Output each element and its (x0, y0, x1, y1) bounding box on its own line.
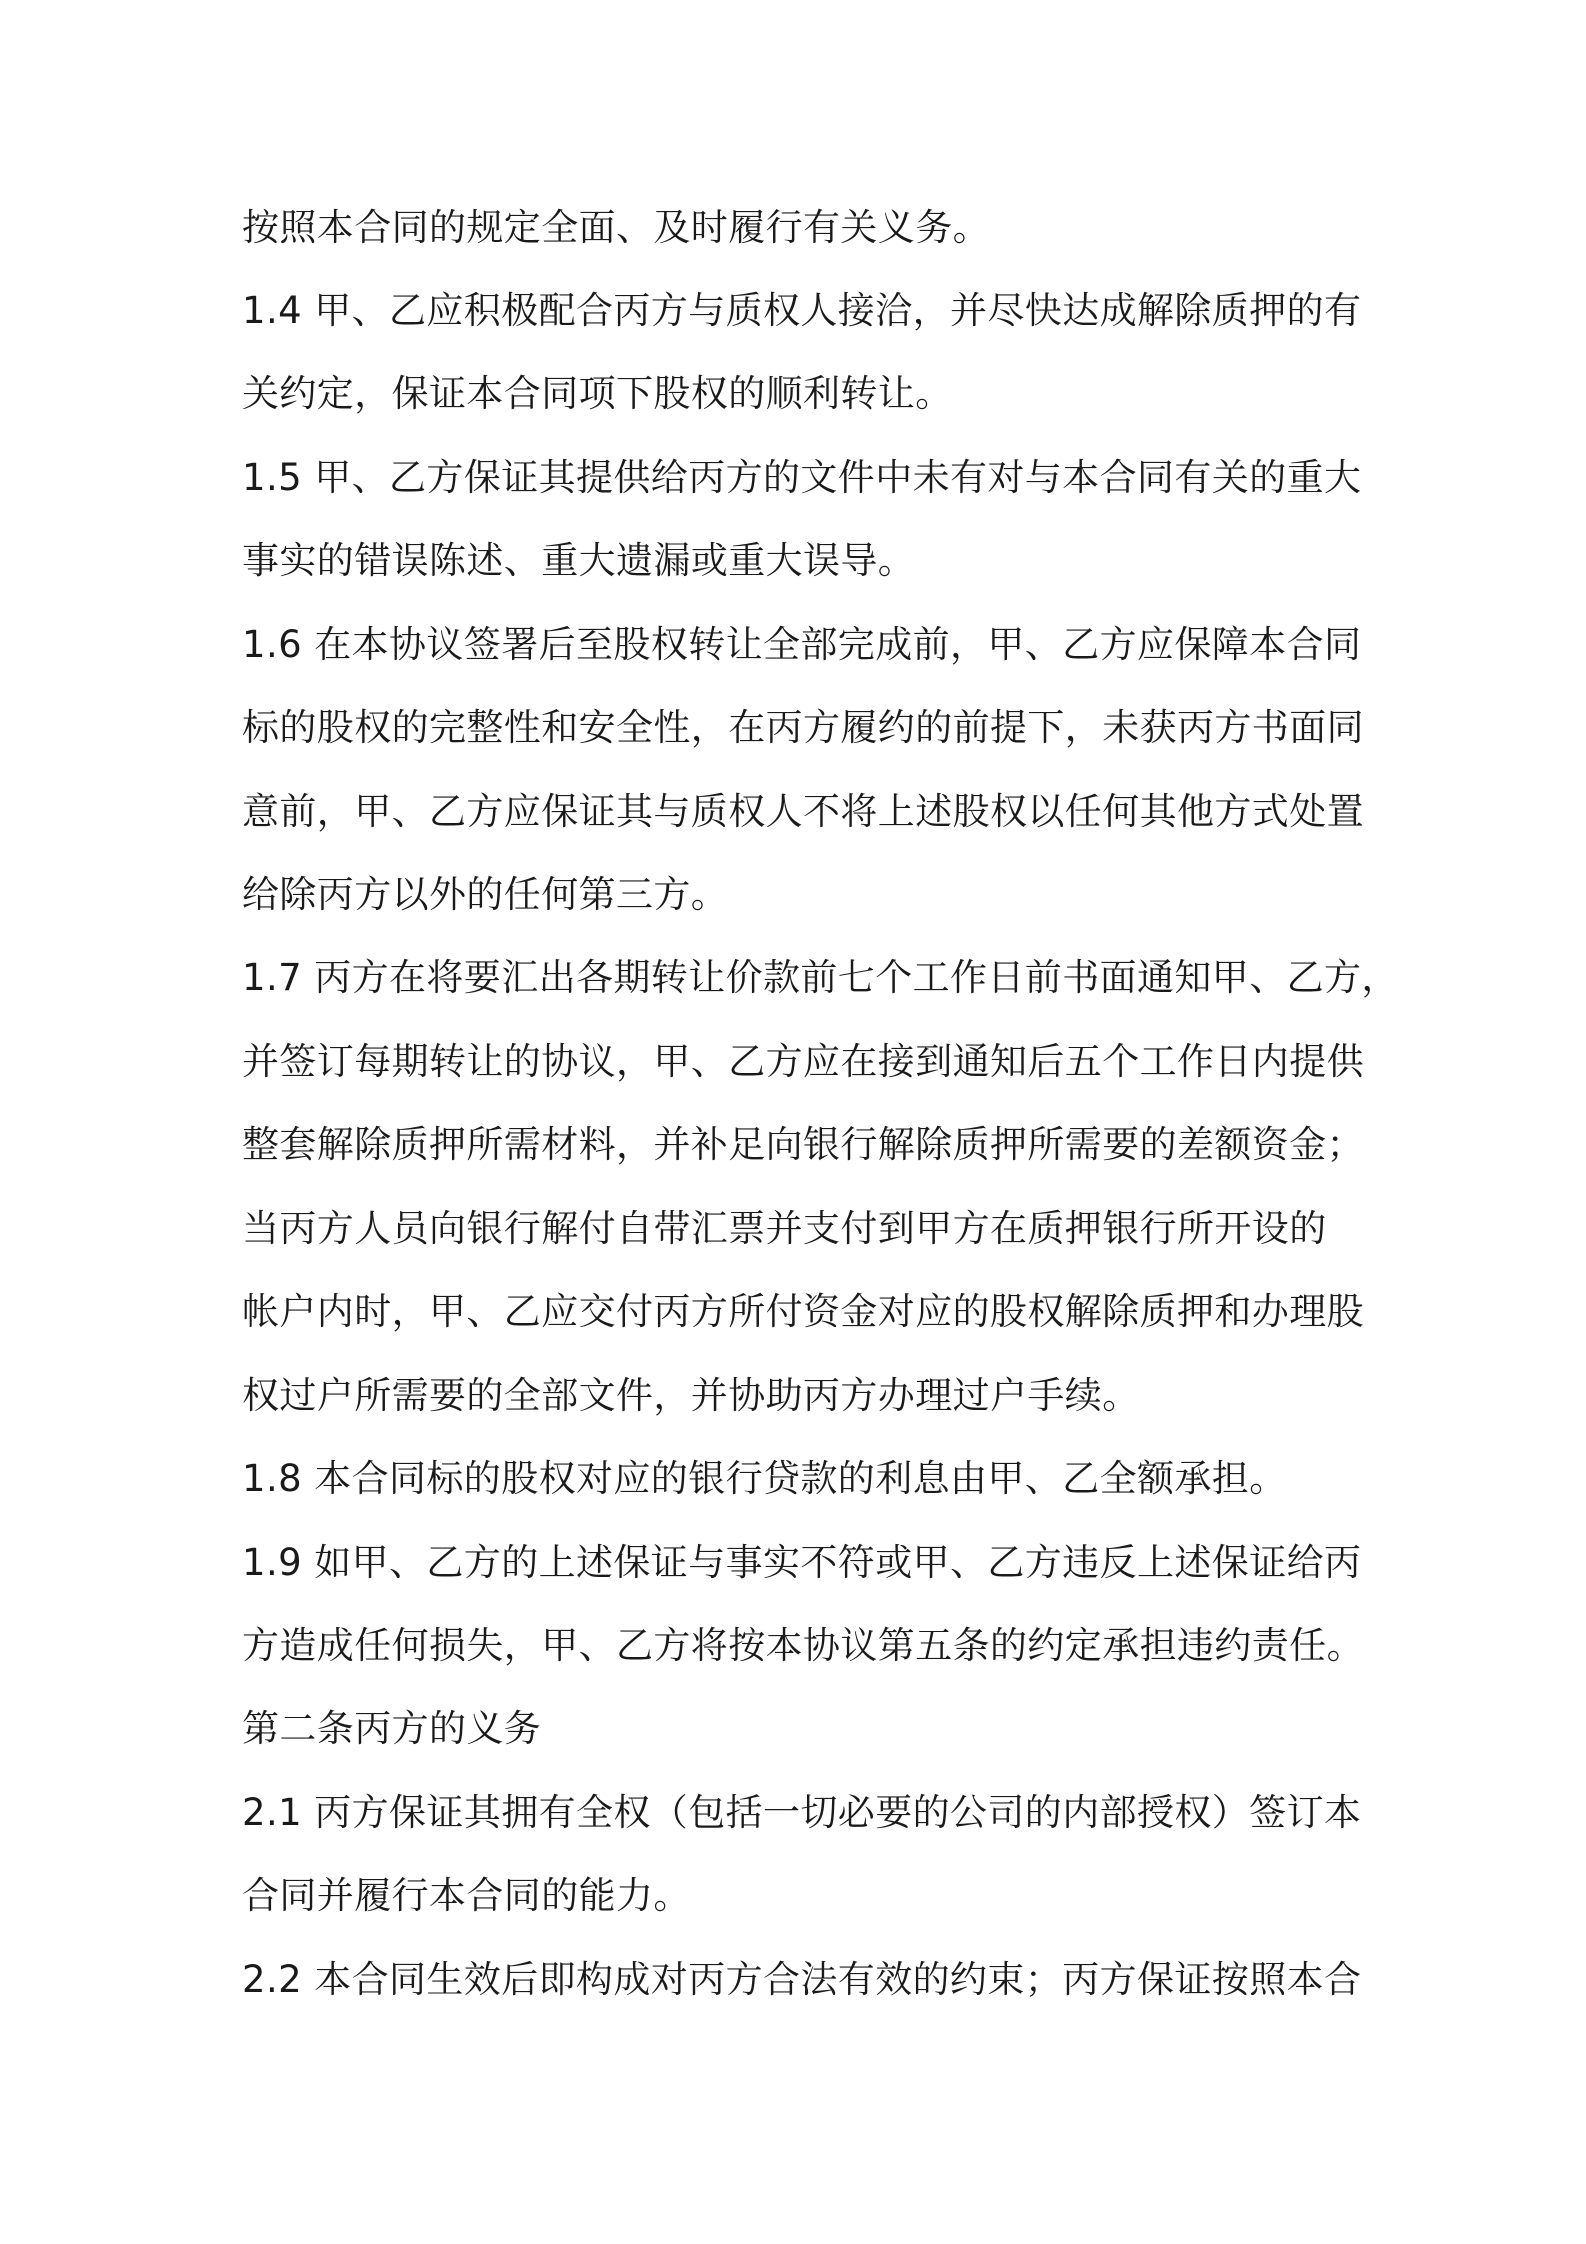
text-line: 1.5 甲、乙方保证其提供给丙方的文件中未有对与本合同有关的重大 (242, 456, 1362, 499)
text-line: 方造成任何损失，甲、乙方将按本协议第五条的约定承担违约责任。 (242, 1624, 1364, 1667)
text-line: 整套解除质押所需材料，并补足向银行解除质押所需要的差额资金； (242, 1123, 1364, 1166)
text-line: 合同并履行本合同的能力。 (242, 1874, 691, 1917)
text-line: 并签订每期转让的协议，甲、乙方应在接到通知后五个工作日内提供 (242, 1040, 1364, 1083)
text-line: 帐户内时，甲、乙应交付丙方所付资金对应的股权解除质押和办理股 (242, 1290, 1364, 1333)
text-line: 权过户所需要的全部文件，并协助丙方办理过户手续。 (242, 1374, 1140, 1417)
text-line: 1.7 丙方在将要汇出各期转让价款前七个工作日前书面通知甲、乙方， (242, 956, 1399, 999)
text-line: 事实的错误陈述、重大遗漏或重大误导。 (242, 539, 916, 582)
text-line: 当丙方人员向银行解付自带汇票并支付到甲方在质押银行所开设的 (242, 1207, 1327, 1250)
text-line: 意前，甲、乙方应保证其与质权人不将上述股权以任何其他方式处置 (242, 790, 1364, 833)
text-line: 按照本合同的规定全面、及时履行有关义务。 (242, 206, 990, 249)
text-line: 1.6 在本协议签署后至股权转让全部完成前，甲、乙方应保障本合同 (242, 623, 1362, 666)
text-line: 标的股权的完整性和安全性，在丙方履约的前提下，未获丙方书面同 (242, 706, 1364, 749)
text-line: 关约定，保证本合同项下股权的顺利转让。 (242, 372, 953, 415)
text-line: 1.9 如甲、乙方的上述保证与事实不符或甲、乙方违反上述保证给丙 (242, 1541, 1362, 1584)
text-line: 1.8 本合同标的股权对应的银行贷款的利息由甲、乙全额承担。 (242, 1457, 1287, 1500)
text-line: 2.2 本合同生效后即构成对丙方合法有效的约束；丙方保证按照本合 (242, 1958, 1362, 2001)
section-heading: 第二条丙方的义务 (242, 1707, 542, 1750)
text-line: 1.4 甲、乙应积极配合丙方与质权人接洽，并尽快达成解除质押的有 (242, 289, 1362, 332)
text-line: 给除丙方以外的任何第三方。 (242, 873, 729, 916)
text-line: 2.1 丙方保证其拥有全权（包括一切必要的公司的内部授权）签订本 (242, 1791, 1362, 1834)
